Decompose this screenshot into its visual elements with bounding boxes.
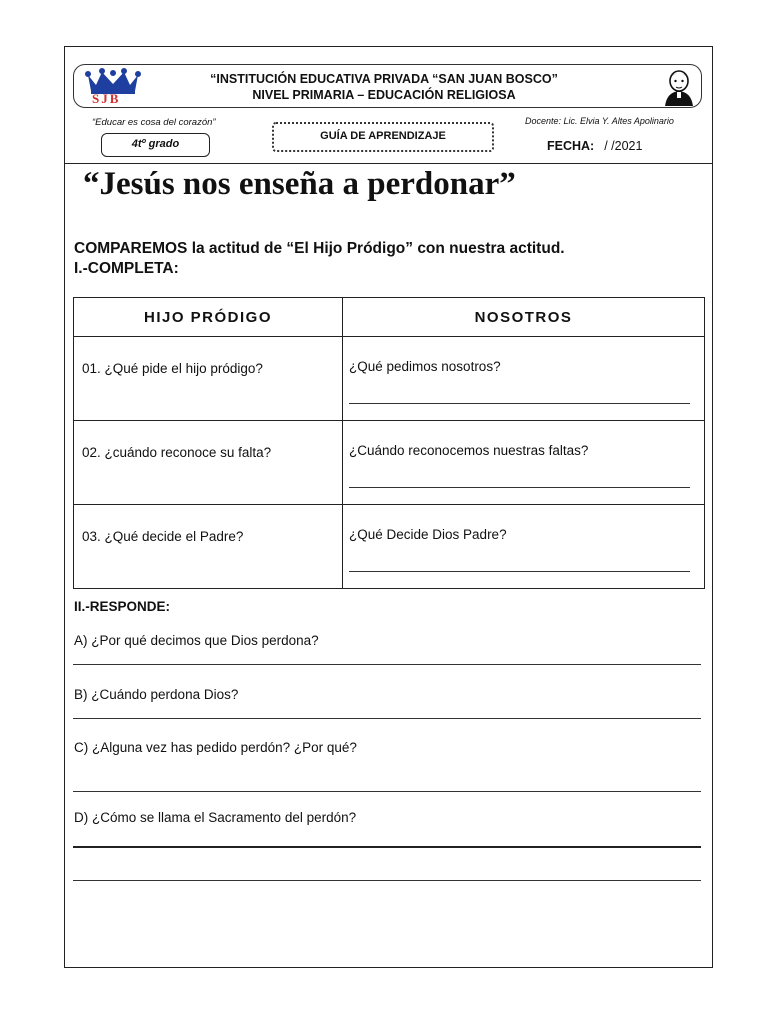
worksheet-title: “Jesús nos enseña a perdonar” — [83, 166, 516, 202]
section1-heading: I.-COMPLETA: — [74, 260, 179, 277]
question-d: D) ¿Cómo se llama el Sacramento del perdón? — [74, 810, 357, 825]
question-right-2: ¿Cuándo reconocemos nuestras faltas? — [349, 443, 589, 458]
answer-line[interactable] — [349, 571, 690, 572]
question-c: C) ¿Alguna vez has pedido perdón? ¿Por qué? — [74, 740, 357, 755]
table-cell — [74, 505, 343, 589]
table-cell[interactable] — [343, 421, 705, 505]
table-cell[interactable] — [343, 337, 705, 421]
date-value: / /2021 — [604, 139, 643, 153]
subject-level: NIVEL PRIMARIA – EDUCACIÓN RELIGIOSA — [252, 88, 516, 102]
table-row — [74, 421, 705, 505]
question-left-1: 01. ¿Qué pide el hijo pródigo? — [82, 361, 263, 376]
table-cell — [74, 421, 343, 505]
answer-line-d-extra[interactable] — [73, 880, 701, 881]
answer-line-d[interactable] — [73, 846, 701, 848]
logo-text: SJB — [92, 91, 121, 106]
teacher-name: Docente: Lic. Elvia Y. Altes Apolinario — [525, 116, 674, 126]
guide-label: GUÍA DE APRENDIZAJE — [272, 122, 494, 152]
table-row — [74, 505, 705, 589]
date-field[interactable] — [547, 139, 642, 153]
grade-badge: 4tº grado — [101, 133, 210, 157]
question-left-3: 03. ¿Qué decide el Padre? — [82, 529, 244, 544]
table-cell[interactable] — [343, 505, 705, 589]
comparison-table — [73, 297, 705, 589]
question-a: A) ¿Por qué decimos que Dios perdona? — [74, 633, 319, 648]
answer-line-b[interactable] — [73, 718, 701, 719]
answer-line[interactable] — [349, 487, 690, 488]
question-right-3: ¿Qué Decide Dios Padre? — [349, 527, 507, 542]
date-label: FECHA: — [547, 139, 595, 153]
header-divider — [64, 163, 713, 164]
school-motto: “Educar es cosa del corazón” — [92, 117, 216, 128]
column-header-hijo-prodigo: HIJO PRÓDIGO — [74, 298, 343, 337]
answer-line-c[interactable] — [73, 791, 701, 792]
don-bosco-portrait-icon — [662, 68, 696, 106]
institution-name: “INSTITUCIÓN EDUCATIVA PRIVADA “SAN JUAN BOSCO” — [210, 72, 558, 86]
column-header-nosotros: NOSOTROS — [343, 298, 705, 337]
question-right-1: ¿Qué pedimos nosotros? — [349, 359, 501, 374]
question-b: B) ¿Cuándo perdona Dios? — [74, 687, 239, 702]
section2-heading: II.-RESPONDE: — [74, 599, 171, 614]
answer-line[interactable] — [349, 403, 690, 404]
table-row — [74, 337, 705, 421]
question-left-2: 02. ¿cuándo reconoce su falta? — [82, 445, 272, 460]
table-cell — [74, 337, 343, 421]
section1-instruction: COMPAREMOS la actitud de “El Hijo Pródigo” con nuestra actitud. — [74, 240, 565, 257]
answer-line-a[interactable] — [73, 664, 701, 665]
